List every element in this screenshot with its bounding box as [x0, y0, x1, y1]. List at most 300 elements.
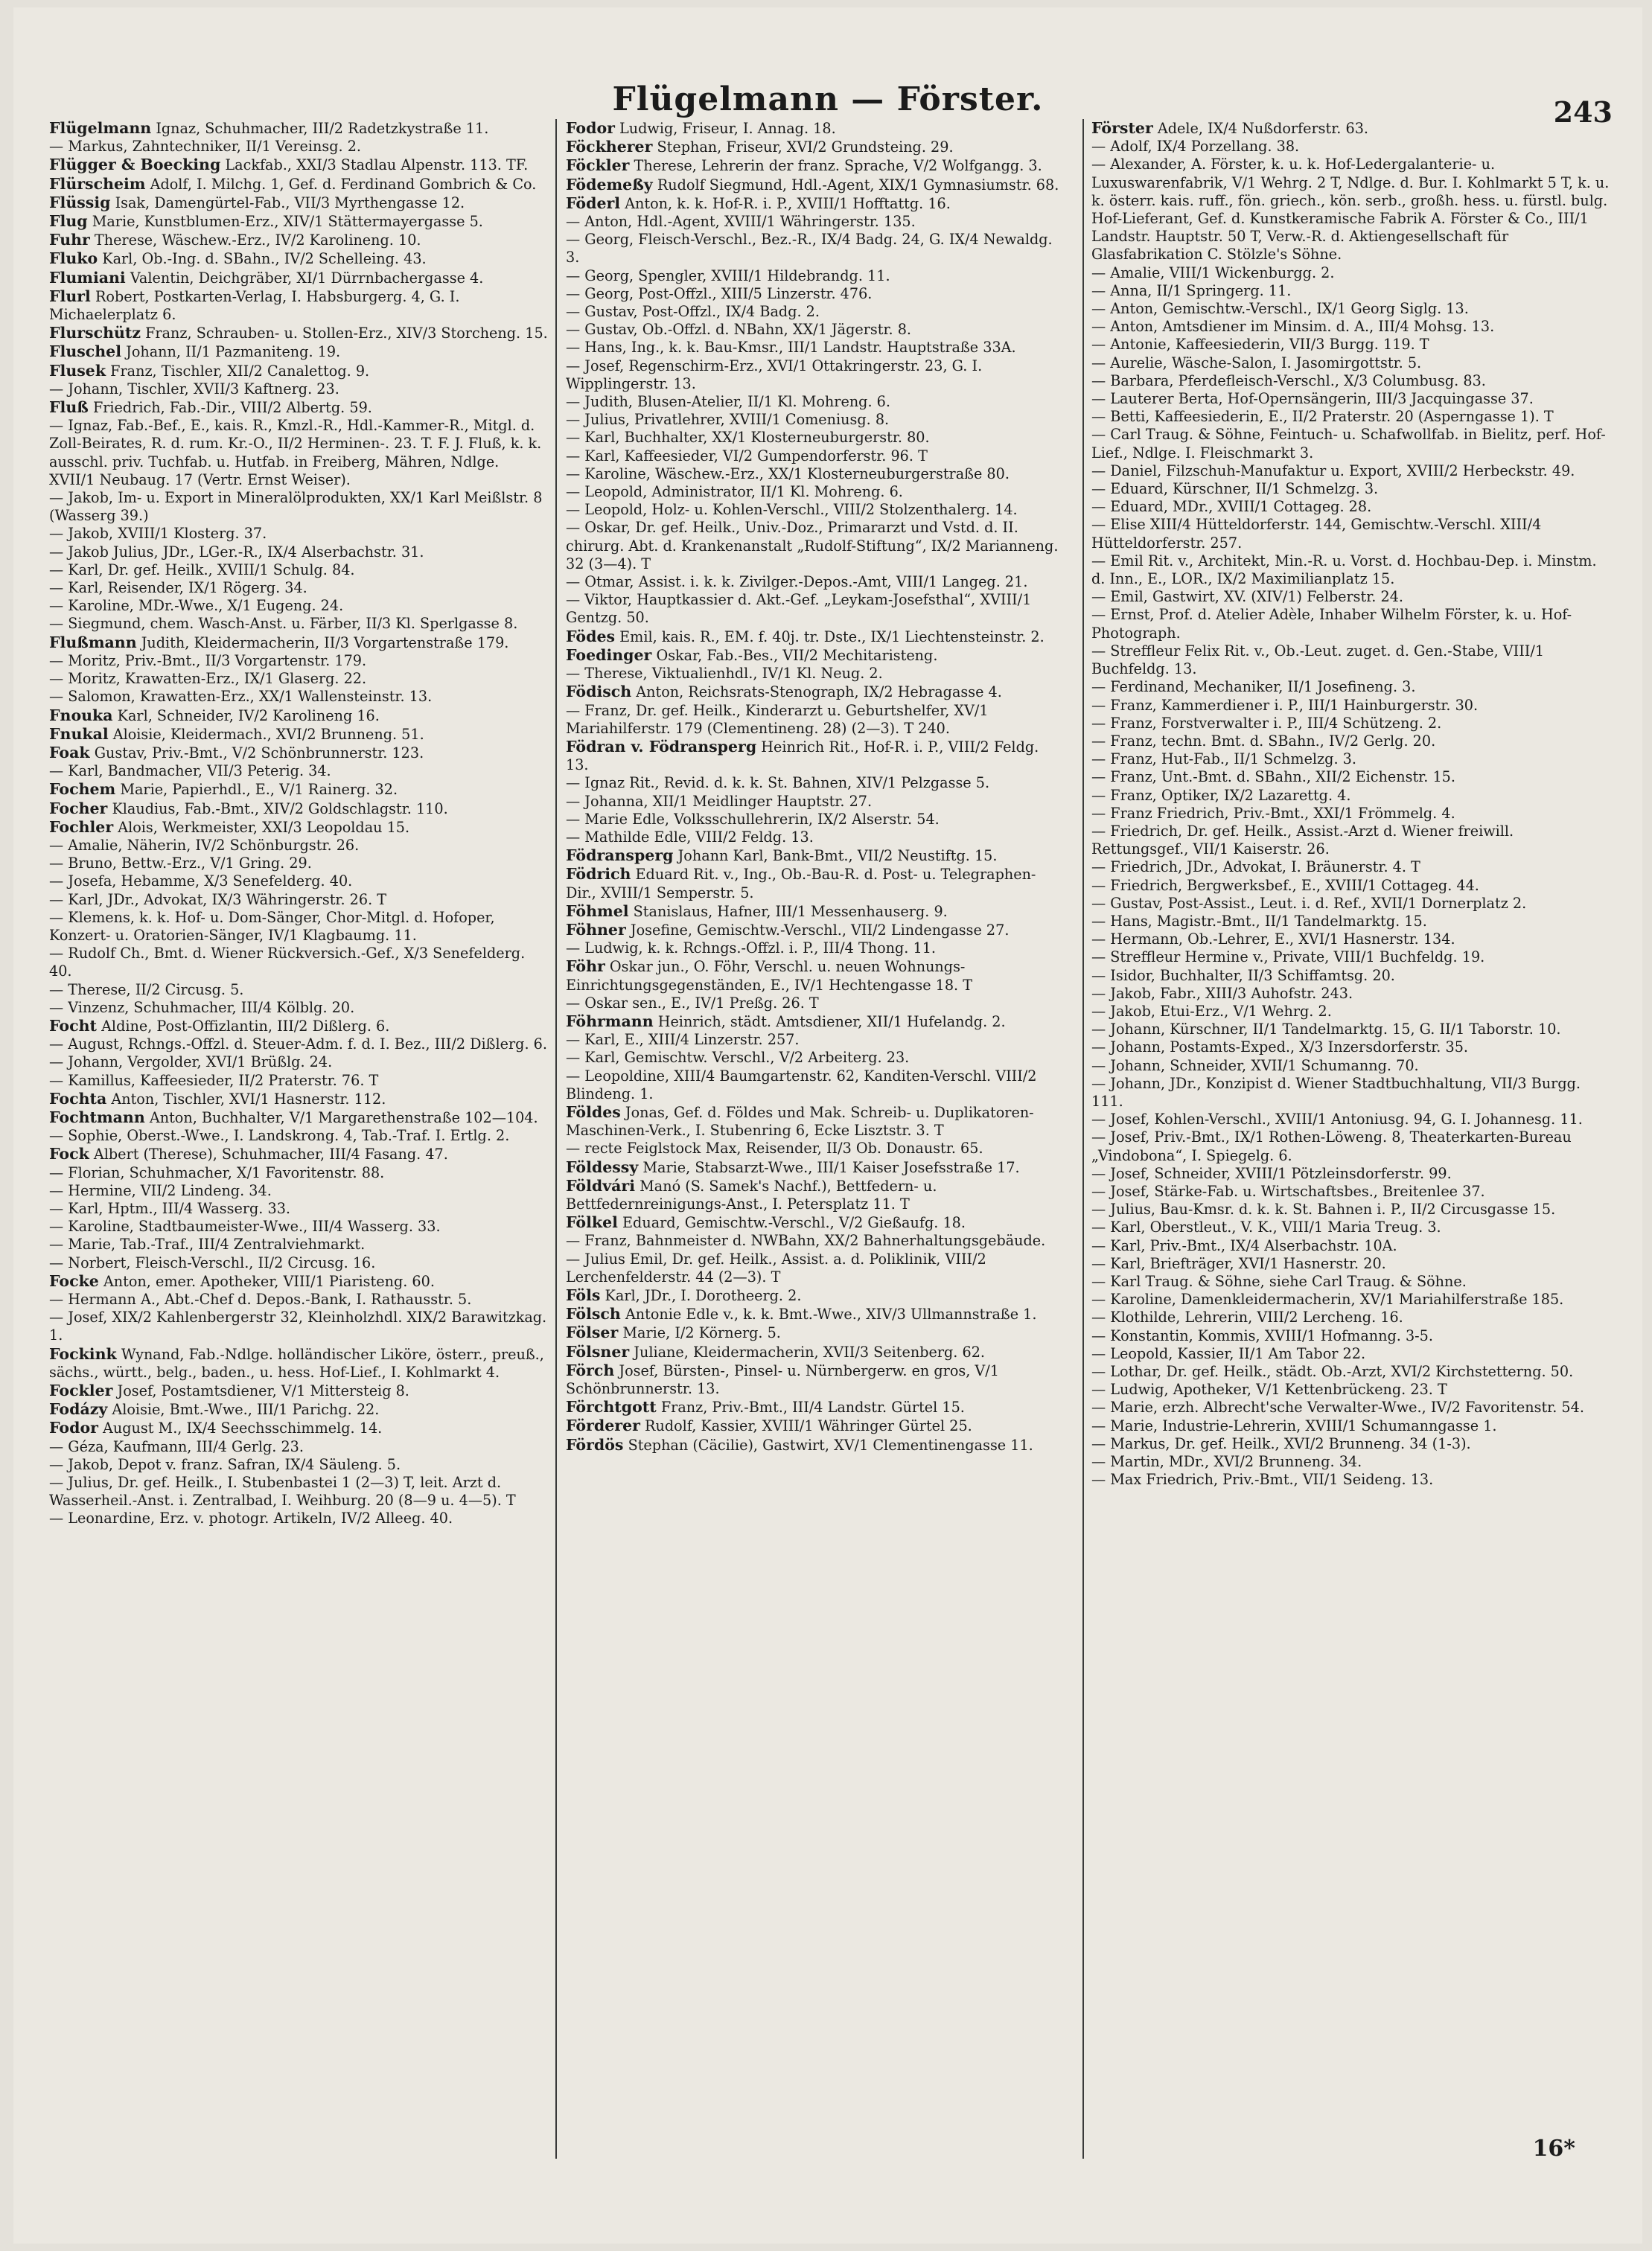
entry-details: — Klemens, k. k. Hof- u. Dom-Sänger, Chor-Mitgl. d. Hofoper, Konzert- u. Oratorien-Sänger, IV/1 Klagbaumg. 11.	[49, 908, 495, 944]
directory-entry	[49, 1510, 548, 1527]
directory-entry	[566, 683, 1065, 701]
directory-entry	[566, 846, 1065, 865]
entry-details: Anton, Reichsrats-Stenograph, IX/2 Hebragasse 4.	[636, 683, 1002, 701]
directory-entry	[566, 194, 1065, 213]
directory-entry	[49, 1072, 548, 1090]
entry-details: Antonie Edle v., k. k. Bmt.-Wwe., XIV/3 Ullmannstraße 1.	[625, 1306, 1037, 1324]
entry-details: — Barbara, Pferdefleisch-Verschl., X/3 Columbusg. 83.	[1091, 371, 1486, 389]
directory-entry	[1091, 1165, 1613, 1183]
entry-details: Stephan, Friseur, XVI/2 Grundsteing. 29.	[657, 138, 954, 156]
directory-entry	[566, 483, 1065, 501]
directory-entry	[49, 579, 548, 597]
directory-entry	[49, 489, 548, 525]
entry-surname: Fluko	[49, 249, 98, 268]
directory-entry	[566, 393, 1065, 411]
directory-entry	[566, 1158, 1065, 1177]
directory-entry	[566, 1436, 1065, 1455]
directory-page	[13, 7, 1642, 2244]
entry-surname: Fockler	[49, 1382, 113, 1400]
directory-entry	[566, 501, 1065, 519]
entry-details: Marie, Papierhdl., E., V/1 Rainerg. 32.	[120, 781, 398, 799]
directory-entry	[566, 231, 1065, 266]
entry-surname: Fock	[49, 1145, 89, 1163]
directory-entry	[49, 138, 548, 156]
entry-details: Heinrich, städt. Amtsdiener, XII/1 Hufelandg. 2.	[657, 1012, 1006, 1030]
directory-entry	[49, 670, 548, 688]
directory-entry	[1091, 948, 1613, 966]
entry-details: Juliane, Kleidermacherin, XVII/3 Seitenberg. 62.	[634, 1343, 986, 1361]
entry-details: — Leonardine, Erz. v. photogr. Artikeln, IV/2 Alleeg. 40.	[49, 1510, 453, 1527]
entry-details: — Johann, Kürschner, II/1 Tandelmarktg. 15, G. II/1 Taborstr. 10.	[1091, 1021, 1561, 1038]
entry-details: — Josefa, Hebamme, X/3 Senefelderg. 40.	[49, 872, 353, 890]
directory-entry	[1091, 697, 1613, 715]
entry-details: Anton, Buchhalter, V/1 Margarethenstraße 102—104.	[149, 1108, 538, 1126]
entry-surname: Födisch	[566, 683, 632, 701]
page-title: Flügelmann — Förster.	[612, 80, 1044, 118]
directory-entry	[49, 380, 548, 398]
entry-details: — Karl, Briefträger, XVI/1 Hasnerstr. 20.	[1091, 1254, 1386, 1272]
entry-details: — Josef, Schneider, XVIII/1 Pötzleinsdorferstr. 99.	[1091, 1164, 1452, 1182]
directory-entry	[1091, 1219, 1613, 1236]
entry-details: — Therese, II/2 Circusg. 5.	[49, 980, 244, 998]
directory-entry	[1091, 390, 1613, 408]
entry-details: Robert, Postkarten-Verlag, I. Habsburgerg. 4, G. I. Michaelerplatz 6.	[49, 287, 460, 324]
directory-entry	[566, 465, 1065, 483]
entry-details: — Johann, JDr., Konzipist d. Wiener Stadtbuchhaltung, VII/3 Burgg. 111.	[1091, 1074, 1581, 1110]
directory-entry	[49, 1419, 548, 1437]
directory-entry	[49, 1127, 548, 1145]
directory-entry	[566, 702, 1065, 738]
directory-entry	[49, 762, 548, 780]
entry-surname: Flügelmann	[49, 119, 152, 137]
directory-entry	[1091, 858, 1613, 876]
directory-entry	[1091, 480, 1613, 498]
entry-details: — Leopold, Holz- u. Kohlen-Verschl., VIII/2 Stolzenthalerg. 14.	[566, 501, 1018, 519]
directory-entry	[566, 865, 1065, 901]
entry-details: — Karl, Kaffeesieder, VI/2 Gumpendorferstr. 96. T	[566, 447, 928, 464]
entry-details: — Jakob, Etui-Erz., V/1 Wehrg. 2.	[1091, 1002, 1332, 1020]
entry-details: — Jakob, Fabr., XIII/3 Auhofstr. 243.	[1091, 984, 1353, 1002]
directory-entry	[1091, 1057, 1613, 1075]
entry-surname: Fuhr	[49, 231, 90, 249]
directory-entry	[49, 119, 548, 138]
entry-details: — Siegmund, chem. Wasch-Anst. u. Färber, II/3 Kl. Sperlgasse 8.	[49, 615, 518, 633]
entry-details: — Franz, Kammerdiener i. P., III/1 Hainburgerstr. 30.	[1091, 696, 1479, 714]
directory-entry	[1091, 642, 1613, 678]
entry-surname: Fodor	[566, 119, 615, 137]
directory-entry	[566, 1213, 1065, 1232]
entry-details: — Karl, JDr., Advokat, IX/3 Währingerstr. 26. T	[49, 890, 387, 908]
entry-details: — Josef, Stärke-Fab. u. Wirtschaftsbes., Breitenlee 37.	[1091, 1182, 1485, 1200]
entry-details: — Gustav, Post-Assist., Leut. i. d. Ref., XVII/1 Dornerplatz 2.	[1091, 894, 1527, 912]
directory-entry	[49, 615, 548, 633]
entry-details: — Leopold, Kassier, II/1 Am Tabor 22.	[1091, 1344, 1366, 1362]
entry-details: — Leopold, Administrator, II/1 Kl. Mohreng. 6.	[566, 483, 903, 501]
entry-details: — recte Feiglstock Max, Reisender, II/3 Ob. Donaustr. 65.	[566, 1140, 983, 1158]
entry-details: Emil, kais. R., EM. f. 40j. tr. Dste., IX/1 Liechtensteinstr. 2.	[619, 628, 1045, 645]
directory-entry	[566, 1398, 1065, 1417]
entry-details: Heinrich Rit., Hof-R. i. P., VIII/2 Feldg. 13.	[566, 738, 1039, 774]
entry-details: — Eduard, Kürschner, II/1 Schmelzg. 3.	[1091, 480, 1379, 498]
entry-details: — Lauterer Berta, Hof-Opernsängerin, III/3 Jacquingasse 37.	[1091, 390, 1534, 408]
directory-entry	[1091, 1453, 1613, 1471]
entry-details: — Jakob, Im- u. Export in Mineralölprodukten, XX/1 Karl Meißlstr. 8 (Wasserg 39.)	[49, 489, 543, 525]
directory-entry	[49, 780, 548, 799]
directory-entry	[49, 212, 548, 231]
entry-surname: Fockink	[49, 1344, 117, 1363]
entry-surname: Fochem	[49, 780, 116, 799]
directory-entry	[566, 628, 1065, 646]
entry-details: — Markus, Zahntechniker, II/1 Vereinsg. 2.	[49, 138, 362, 156]
directory-entry	[566, 411, 1065, 429]
directory-entry	[1091, 606, 1613, 642]
directory-entry	[566, 119, 1065, 138]
directory-entry	[566, 321, 1065, 339]
entry-details: — Franz, Unt.-Bmt. d. SBahn., XII/2 Eichenstr. 15.	[1091, 768, 1455, 786]
entry-details: — Georg, Fleisch-Verschl., Bez.-R., IX/4 Badg. 24, G. IX/4 Newaldg. 3.	[566, 231, 1053, 266]
entry-details: — Lothar, Dr. gef. Heilk., städt. Ob.-Arzt, XVI/2 Kirchstetterng. 50.	[1091, 1363, 1574, 1381]
entry-details: — Karl, Dr. gef. Heilk., XVIII/1 Schulg. 84.	[49, 561, 355, 578]
entry-surname: Focke	[49, 1271, 99, 1290]
entry-details: — Georg, Spengler, XVIII/1 Hildebrandg. 11.	[566, 266, 890, 284]
directory-entry	[49, 269, 548, 287]
directory-entry	[566, 138, 1065, 156]
directory-entry	[1091, 1075, 1613, 1111]
entry-details: Adele, IX/4 Nußdorferstr. 63.	[1157, 120, 1369, 137]
entry-details: — Betti, Kaffeesiederin, E., II/2 Praterstr. 20 (Asperngasse 1). T	[1091, 408, 1554, 426]
entry-details: — Otmar, Assist. i. k. k. Zivilger.-Depos.-Amt, VIII/1 Langeg. 21.	[566, 573, 1028, 591]
entry-details: — Anton, Hdl.-Agent, XVIII/1 Währingerstr. 135.	[566, 213, 916, 231]
entry-surname: Flürscheim	[49, 174, 146, 193]
directory-entry	[566, 1305, 1065, 1324]
directory-entry	[1091, 895, 1613, 913]
entry-surname: Fluß	[49, 398, 89, 417]
entry-surname: Földes	[566, 1102, 621, 1121]
entry-details: Gustav, Priv.-Bmt., V/2 Schönbrunnerstr. 123.	[94, 744, 424, 761]
directory-entry	[566, 774, 1065, 792]
directory-entry	[49, 597, 548, 615]
entry-details: — Johann, Schneider, XVII/1 Schumanng. 70.	[1091, 1056, 1419, 1074]
directory-entry	[49, 1309, 548, 1344]
directory-entry	[1091, 1201, 1613, 1219]
entry-details: Josef, Postamtsdiener, V/1 Mittersteig 8.	[117, 1382, 409, 1400]
directory-entry	[49, 799, 548, 818]
directory-entry	[566, 1361, 1065, 1398]
directory-entry	[566, 957, 1065, 994]
entry-details: — Alexander, A. Förster, k. u. k. Hof-Ledergalanterie- u. Luxuswarenfabrik, V/1 Wehrg. 2 T, Ndlge. d. Bur. I. Kohlmarkt 5 T, k. u. k. österr. kais. ruff., fön. griech., kön. serb., großh. hess. u. fürstl. bulg. Hof-Lieferant, Gef. d. Kunstkeramische Fabrik A. Förster & Co., III/1 Landstr. Hauptstr. 50 T, Verw.-R. d. Aktiengesellschaft für Glasfabrikation C. Stölzle's Söhne.	[1091, 156, 1610, 264]
entry-details: — Franz, Bahnmeister d. NWBahn, XX/2 Bahnerhaltungsgebäude.	[566, 1232, 1046, 1250]
directory-entry	[1091, 930, 1613, 948]
directory-entry	[49, 1438, 548, 1456]
directory-entry	[1091, 318, 1613, 336]
directory-entry	[1091, 1111, 1613, 1128]
directory-entry	[1091, 1291, 1613, 1309]
entry-details: — Johanna, XII/1 Meidlinger Hauptstr. 27.	[566, 792, 873, 810]
entry-details: — Konstantin, Kommis, XVIII/1 Hofmanng. 3-5.	[1091, 1326, 1433, 1344]
directory-entry	[49, 231, 548, 249]
directory-entry	[1091, 1038, 1613, 1056]
directory-entry	[49, 1291, 548, 1309]
entry-details: Manó (S. Samek's Nachf.), Bettfedern- u. Bettfedernreinigungs-Anst., I. Petersplatz 11. T	[566, 1177, 937, 1213]
entry-surname: Föhr	[566, 957, 605, 976]
entry-surname: Fochtmann	[49, 1108, 145, 1126]
directory-entry	[1091, 1363, 1613, 1381]
entry-details: Isak, Damengürtel-Fab., VII/3 Myrthengasse 12.	[115, 194, 465, 211]
directory-entry	[566, 665, 1065, 683]
entry-details: Ignaz, Schuhmacher, III/2 Radetzkystraße 11.	[156, 120, 489, 137]
directory-entry	[49, 872, 548, 890]
directory-entry	[566, 267, 1065, 285]
entry-details: Stanislaus, Hafner, III/1 Messenhauserg. 9.	[633, 902, 948, 920]
entry-details: — Emil, Gastwirt, XV. (XIV/1) Felberstr. 24.	[1091, 588, 1404, 606]
entry-details: — Vinzenz, Schuhmacher, III/4 Kölblg. 20.	[49, 998, 355, 1016]
directory-entry	[49, 1400, 548, 1419]
entry-details: Marie, Stabsarzt-Wwe., III/1 Kaiser Josefsstraße 17.	[642, 1158, 1020, 1176]
entry-details: — Friedrich, JDr., Advokat, I. Bräunerstr. 4. T	[1091, 858, 1420, 876]
entry-surname: Flurl	[49, 287, 91, 305]
entry-details: — Friedrich, Bergwerksbef., E., XVIII/1 Cottageg. 44.	[1091, 876, 1479, 894]
directory-entry	[49, 688, 548, 706]
entry-surname: Föderl	[566, 194, 621, 212]
directory-entry	[566, 793, 1065, 811]
entry-details: — Karl, E., XIII/4 Linzerstr. 257.	[566, 1031, 800, 1049]
entry-surname: Förster	[1091, 119, 1153, 137]
entry-details: — Friedrich, Dr. gef. Heilk., Assist.-Arzt d. Wiener freiwill. Rettungsgef., VII/1 Kaiserstr. 26.	[1091, 822, 1514, 858]
entry-details: Friedrich, Fab.-Dir., VIII/2 Albertg. 59.	[92, 399, 372, 417]
entry-details: — Moritz, Krawatten-Erz., IX/1 Glaserg. 22.	[49, 670, 367, 688]
directory-entry	[49, 398, 548, 417]
entry-details: — Leopoldine, XIII/4 Baumgartenstr. 62, Kanditen-Verschl. VIII/2 Blindeng. 1.	[566, 1067, 1037, 1102]
entry-details: Aloisie, Kleidermach., XVI/2 Brunneng. 51.	[112, 725, 424, 743]
directory-entry	[1091, 913, 1613, 930]
directory-entry	[49, 1145, 548, 1163]
entry-details: — Amalie, Näherin, IV/2 Schönburgstr. 26.	[49, 836, 360, 854]
directory-entry	[566, 939, 1065, 957]
entry-surname: Föckherer	[566, 138, 653, 156]
entry-details: — Oskar sen., E., IV/1 Preßg. 26. T	[566, 994, 819, 1012]
entry-details: — Ludwig, Apotheker, V/1 Kettenbrückeng. 23. T	[1091, 1381, 1447, 1399]
entry-details: Aloisie, Bmt.-Wwe., III/1 Parichg. 22.	[112, 1401, 380, 1419]
printer-signature: 16*	[1532, 2136, 1575, 2162]
column-divider	[1082, 119, 1084, 2159]
directory-entry	[566, 357, 1065, 393]
entry-details: — Georg, Post-Offzl., XIII/5 Linzerstr. 476.	[566, 284, 873, 302]
entry-surname: Fördös	[566, 1435, 624, 1454]
directory-entry	[566, 1417, 1065, 1435]
directory-entry	[1091, 426, 1613, 462]
directory-entry	[49, 909, 548, 945]
entry-details: — Johann, Vergolder, XVI/1 Brüßlg. 24.	[49, 1053, 333, 1071]
directory-entry	[49, 1164, 548, 1182]
directory-entry	[566, 1049, 1065, 1067]
entry-details: — Martin, MDr., XVI/2 Brunneng. 34.	[1091, 1453, 1362, 1471]
entry-details: — Anton, Gemischtw.-Verschl., IX/1 Georg Siglg. 13.	[1091, 300, 1469, 318]
directory-entry	[566, 738, 1065, 774]
entry-details: — Karoline, MDr.-Wwe., X/1 Eugeng. 24.	[49, 597, 344, 615]
entry-details: — Bruno, Bettw.-Erz., V/1 Gring. 29.	[49, 855, 312, 872]
directory-entry	[1091, 354, 1613, 372]
directory-entry	[566, 573, 1065, 591]
directory-entry	[49, 837, 548, 855]
entry-details: — Oskar, Dr. gef. Heilk., Univ.-Doz., Primararzt und Vstd. d. II. chirurg. Abt. d. Krankenanstalt „Rudolf-Stiftung“, IX/2 Marianneng. 32 (3—4). T	[566, 519, 1059, 572]
entry-details: Wynand, Fab.-Ndlge. holländischer Liköre, österr., preuß., sächs., württ., belg., baden., u. hess. Hof-Lief., I. Kohlmarkt 4.	[49, 1345, 544, 1381]
entry-details: — Rudolf Ch., Bmt. d. Wiener Rückversich.-Gef., X/3 Senefelderg. 40.	[49, 945, 526, 980]
directory-entry	[49, 981, 548, 999]
directory-entry	[49, 999, 548, 1017]
entry-details: Eduard, Gemischtw.-Verschl., V/2 Gießaufg. 18.	[622, 1214, 966, 1232]
entry-surname: Fnouka	[49, 706, 113, 724]
entry-surname: Födes	[566, 627, 616, 645]
entry-details: Therese, Lehrerin der franz. Sprache, V/2 Wolfgangg. 3.	[634, 157, 1042, 175]
directory-entry	[49, 362, 548, 380]
directory-entry	[566, 591, 1065, 627]
entry-details: — August, Rchngs.-Offzl. d. Steuer-Adm. f. d. I. Bez., III/2 Dißlerg. 6.	[49, 1035, 547, 1053]
directory-entry	[49, 156, 548, 174]
entry-details: — Karl, Gemischtw. Verschl., V/2 Arbeiterg. 23.	[566, 1049, 910, 1067]
directory-entry	[49, 287, 548, 324]
entry-details: — Gustav, Ob.-Offzl. d. NBahn, XX/1 Jägerstr. 8.	[566, 321, 912, 339]
entry-details: — Julius, Privatlehrer, XVIII/1 Comeniusg. 8.	[566, 411, 890, 429]
entry-details: — Franz, Optiker, IX/2 Lazarettg. 4.	[1091, 786, 1351, 804]
directory-entry	[1091, 1003, 1613, 1021]
entry-details: — Carl Traug. & Söhne, Feintuch- u. Schafwollfab. in Bielitz, perf. Hof-Lief., Ndlge. I. Fleischmarkt 3.	[1091, 426, 1606, 462]
entry-details: Marie, Kunstblumen-Erz., XIV/1 Stättermayergasse 5.	[92, 213, 483, 231]
entry-details: — Géza, Kaufmann, III/4 Gerlg. 23.	[49, 1437, 304, 1455]
entry-surname: Fochler	[49, 817, 114, 836]
entry-details: — Josef, Priv.-Bmt., IX/1 Rothen-Löweng. 8, Theaterkarten-Bureau „Vindobona“, I. Spiegelg. 6.	[1091, 1128, 1572, 1164]
entry-details: Josef, Bürsten-, Pinsel- u. Nürnbergerw. en gros, V/1 Schönbrunnerstr. 13.	[566, 1361, 999, 1398]
directory-entry	[49, 818, 548, 837]
directory-entry	[1091, 1399, 1613, 1417]
entry-details: Franz, Tischler, XII/2 Canalettog. 9.	[110, 362, 370, 380]
directory-entry	[49, 1382, 548, 1400]
directory-entry	[1091, 787, 1613, 805]
directory-entry	[1091, 372, 1613, 390]
directory-entry	[566, 285, 1065, 303]
entry-surname: Fölser	[566, 1324, 619, 1342]
directory-entry	[1091, 156, 1613, 264]
entry-details: — Daniel, Filzschuh-Manufaktur u. Export, XVIII/2 Herbeckstr. 49.	[1091, 462, 1575, 479]
entry-details: — Viktor, Hauptkassier d. Akt.-Gef. „Leykam-Josefsthal“, XVIII/1 Gentzg. 50.	[566, 591, 1032, 627]
entry-surname: Fluschel	[49, 342, 122, 361]
directory-entry	[566, 1140, 1065, 1158]
entry-details: — Johann, Tischler, XVII/3 Kaftnerg. 23.	[49, 380, 339, 397]
directory-entry	[49, 194, 548, 212]
entry-details: — Max Friedrich, Priv.-Bmt., VII/1 Seideng. 13.	[1091, 1471, 1434, 1489]
entry-details: — Ernst, Prof. d. Atelier Adèle, Inhaber Wilhelm Förster, k. u. Hof-Photograph.	[1091, 606, 1572, 642]
directory-entry	[49, 249, 548, 268]
entry-surname: Flußmann	[49, 633, 137, 651]
entry-details: Eduard Rit. v., Ing., Ob.-Bau-R. d. Post- u. Telegraphen-Dir., XVIII/1 Semperstr. 5.	[566, 866, 1036, 901]
directory-entry	[566, 921, 1065, 939]
entry-details: — Hans, Magistr.-Bmt., II/1 Tandelmarktg. 15.	[1091, 912, 1427, 930]
entry-details: — Julius, Dr. gef. Heilk., I. Stubenbastei 1 (2—3) T, leit. Arzt d. Wasserheil.-Anst. i. Zentralbad, I. Weihburg. 20 (8—9 u. 4—5). T	[49, 1474, 516, 1510]
entry-details: Therese, Wäschew.-Erz., IV/2 Karolineng. 10.	[94, 232, 421, 249]
column-1	[49, 119, 548, 2159]
directory-entry	[1091, 877, 1613, 895]
directory-entry	[566, 902, 1065, 921]
directory-entry	[49, 1456, 548, 1474]
entry-surname: Fodor	[49, 1419, 98, 1437]
entry-details: — Amalie, VIII/1 Wickenburgg. 2.	[1091, 264, 1335, 281]
directory-entry	[49, 1182, 548, 1200]
directory-entry	[49, 543, 548, 561]
entry-details: — Julius, Bau-Kmsr. d. k. k. St. Bahnen i. P., II/2 Circusgasse 15.	[1091, 1201, 1556, 1219]
entry-details: Anton, k. k. Hof-R. i. P., XVIII/1 Hofftattg. 16.	[625, 194, 951, 212]
entry-details: — Norbert, Fleisch-Verschl., II/2 Circusg. 16.	[49, 1254, 376, 1271]
column-divider	[555, 119, 557, 2159]
directory-entry	[1091, 823, 1613, 858]
directory-entry	[1091, 408, 1613, 426]
entry-details: — Franz, Hut-Fab., II/1 Schmelzg. 3.	[1091, 750, 1356, 768]
entry-details: — Ignaz, Fab.-Bef., E., kais. R., Kmzl.-R., Hdl.-Kammer-R., Mitgl. d. Zoll-Beirates, R. d. rum. Kr.-O., II/2 Herminen-. 23. T. F. J. Fluß, k. k. ausschl. priv. Tuchfab. u. Hutfab. in Freiberg, Mähren, Ndlge. XVII/1 Neubaug. 17 (Vertr. Ernst Weiser).	[49, 417, 542, 488]
directory-entry	[1091, 1255, 1613, 1273]
entry-details: — Hermann, Ob.-Lehrer, E., XVI/1 Hasnerstr. 134.	[1091, 930, 1455, 948]
directory-entry	[49, 633, 548, 652]
directory-entry	[566, 213, 1065, 231]
directory-entry	[1091, 516, 1613, 552]
directory-entry	[1091, 1435, 1613, 1453]
directory-entry	[49, 561, 548, 579]
directory-entry	[49, 725, 548, 744]
directory-entry	[566, 1177, 1065, 1213]
entry-surname: Föhmel	[566, 901, 629, 920]
entry-surname: Flusek	[49, 361, 106, 380]
entry-details: Karl, JDr., I. Dorotheerg. 2.	[605, 1287, 802, 1304]
directory-entry	[1091, 1327, 1613, 1345]
entry-details: Albert (Therese), Schuhmacher, III/4 Fasang. 47.	[93, 1146, 448, 1163]
directory-entry	[49, 744, 548, 762]
entry-details: Ludwig, Friseur, I. Annag. 18.	[619, 120, 836, 137]
directory-entry	[49, 1200, 548, 1218]
entry-details: Oskar jun., O. Föhr, Verschl. u. neuen Wohnungs-Einrichtungsgegenständen, E., IV/1 Hechtengasse 18. T	[566, 958, 973, 994]
directory-entry	[1091, 300, 1613, 318]
entry-surname: Flurschütz	[49, 324, 141, 342]
entry-surname: Flug	[49, 212, 88, 231]
directory-entry	[566, 447, 1065, 465]
entry-details: — Elise XIII/4 Hütteldorferstr. 144, Gemischtw.-Verschl. XIII/4 Hütteldorferstr. 257.	[1091, 516, 1542, 552]
entry-details: — Julius Emil, Dr. gef. Heilk., Assist. a. d. Poliklinik, VIII/2 Lerchenfelderstr. 44 (2—3). T	[566, 1250, 986, 1286]
directory-entry	[566, 1251, 1065, 1286]
entry-details: — Hermann A., Abt.-Chef d. Depos.-Bank, I. Rathausstr. 5.	[49, 1291, 472, 1308]
entry-details: — Karl Traug. & Söhne, siehe Carl Traug. & Söhne.	[1091, 1273, 1467, 1290]
directory-entry	[49, 652, 548, 670]
entry-surname: Fölsch	[566, 1305, 621, 1324]
entry-details: Oskar, Fab.-Bes., VII/2 Mechitaristeng.	[656, 646, 938, 664]
entry-details: Aldine, Post-Offizlantin, III/2 Dißlerg. 6.	[101, 1017, 390, 1035]
entry-details: — Sophie, Oberst.-Wwe., I. Landskrong. 4, Tab.-Traf. I. Ertlg. 2.	[49, 1127, 510, 1145]
entry-details: — Gustav, Post-Offzl., IX/4 Badg. 2.	[566, 303, 820, 321]
entry-details: — Marie Edle, Volksschullehrerin, IX/2 Alserstr. 54.	[566, 810, 940, 828]
entry-details: — Marie, Tab.-Traf., III/4 Zentralviehmarkt.	[49, 1236, 366, 1254]
entry-details: — Eduard, MDr., XVIII/1 Cottageg. 28.	[1091, 498, 1372, 516]
entry-details: — Marie, erzh. Albrecht'sche Verwalter-Wwe., IV/2 Favoritenstr. 54.	[1091, 1399, 1584, 1417]
directory-entry	[1091, 715, 1613, 732]
directory-entry	[49, 417, 548, 489]
entry-details: — Antonie, Kaffeesiederin, VII/3 Burgg. 119. T	[1091, 336, 1429, 354]
directory-entry	[566, 828, 1065, 846]
directory-entry	[566, 1232, 1065, 1250]
entry-surname: Födran v. Födransperg	[566, 737, 757, 756]
directory-entry	[49, 1108, 548, 1127]
entry-details: — Mathilde Edle, VIII/2 Feldg. 13.	[566, 828, 814, 846]
directory-entry	[49, 1090, 548, 1108]
entry-details: — Franz, Dr. gef. Heilk., Kinderarzt u. Geburtshelfer, XV/1 Mariahilferstr. 179 (Clementineng. 28) (2—3). T 240.	[566, 701, 989, 737]
directory-entry	[566, 1103, 1065, 1140]
directory-entry	[1091, 1471, 1613, 1489]
entry-details: — Karl, Hptm., III/4 Wasserg. 33.	[49, 1199, 291, 1217]
entry-surname: Födransperg	[566, 846, 674, 865]
